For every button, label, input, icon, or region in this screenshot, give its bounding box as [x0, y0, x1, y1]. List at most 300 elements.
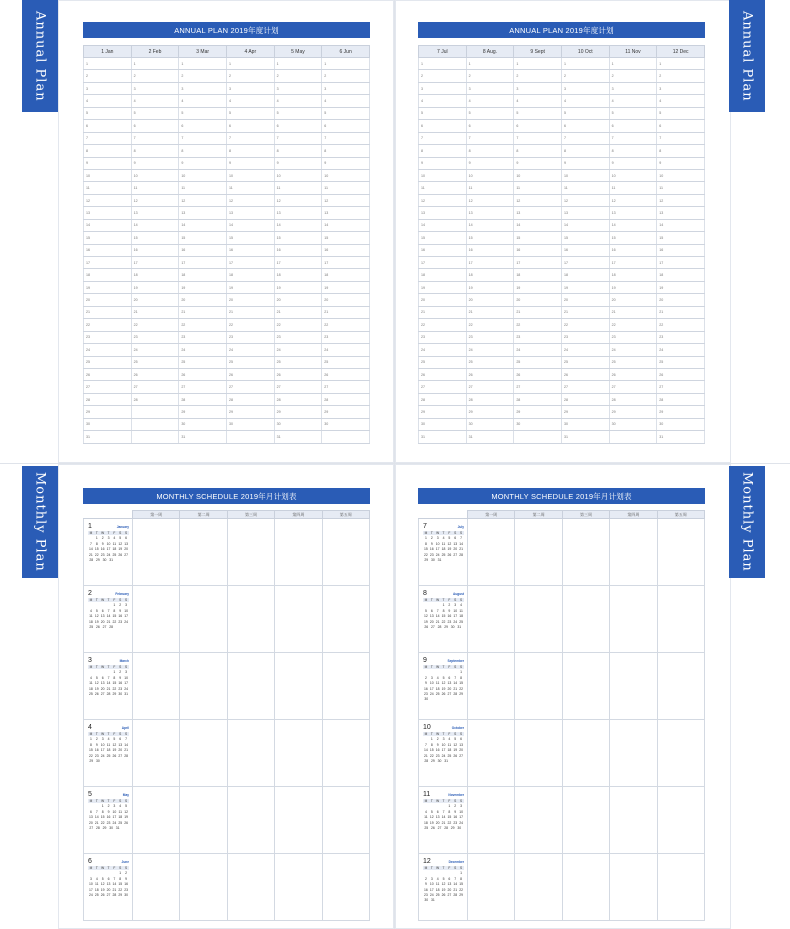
day-cell[interactable]: 14 [322, 219, 370, 231]
day-cell[interactable]: 7 [657, 132, 705, 144]
day-cell[interactable]: 29 [226, 406, 274, 418]
day-cell[interactable]: 27 [322, 381, 370, 393]
day-cell[interactable]: 29 [322, 406, 370, 418]
day-cell[interactable]: 4 [322, 95, 370, 107]
day-cell[interactable]: 31 [274, 431, 322, 443]
day-cell[interactable]: 24 [179, 344, 227, 356]
week-note-cell[interactable] [468, 854, 515, 921]
day-cell[interactable]: 14 [514, 219, 562, 231]
day-cell[interactable]: 15 [179, 232, 227, 244]
day-cell[interactable]: 6 [419, 120, 467, 132]
day-cell[interactable] [131, 431, 179, 443]
day-cell[interactable]: 5 [466, 107, 514, 119]
day-cell[interactable]: 11 [274, 182, 322, 194]
day-cell[interactable]: 20 [609, 294, 657, 306]
day-cell[interactable]: 9 [514, 157, 562, 169]
week-note-cell[interactable] [562, 720, 609, 787]
day-cell[interactable]: 2 [226, 70, 274, 82]
day-cell[interactable]: 6 [609, 120, 657, 132]
day-cell[interactable]: 12 [609, 194, 657, 206]
day-cell[interactable]: 21 [514, 306, 562, 318]
day-cell[interactable]: 25 [561, 356, 609, 368]
day-cell[interactable]: 23 [322, 331, 370, 343]
day-cell[interactable]: 23 [84, 331, 132, 343]
week-note-cell[interactable] [322, 519, 369, 586]
day-cell[interactable]: 27 [84, 381, 132, 393]
day-cell[interactable]: 19 [419, 281, 467, 293]
day-cell[interactable]: 28 [466, 393, 514, 405]
week-note-cell[interactable] [562, 653, 609, 720]
day-cell[interactable]: 11 [226, 182, 274, 194]
week-note-cell[interactable] [468, 519, 515, 586]
day-cell[interactable]: 28 [179, 393, 227, 405]
annual-plan-tab-left[interactable] [22, 0, 58, 112]
day-cell[interactable]: 8 [657, 145, 705, 157]
day-cell[interactable]: 17 [514, 257, 562, 269]
day-cell[interactable]: 13 [179, 207, 227, 219]
day-cell[interactable]: 19 [657, 281, 705, 293]
day-cell[interactable]: 16 [131, 244, 179, 256]
week-note-cell[interactable] [275, 519, 322, 586]
day-cell[interactable]: 22 [179, 319, 227, 331]
day-cell[interactable]: 29 [274, 406, 322, 418]
day-cell[interactable]: 23 [657, 331, 705, 343]
week-note-cell[interactable] [515, 519, 562, 586]
day-cell[interactable]: 10 [561, 169, 609, 181]
day-cell[interactable]: 10 [657, 169, 705, 181]
day-cell[interactable]: 29 [609, 406, 657, 418]
day-cell[interactable]: 27 [179, 381, 227, 393]
day-cell[interactable]: 20 [179, 294, 227, 306]
day-cell[interactable]: 3 [274, 82, 322, 94]
day-cell[interactable]: 21 [131, 306, 179, 318]
day-cell[interactable]: 10 [84, 169, 132, 181]
week-note-cell[interactable] [515, 586, 562, 653]
week-note-cell[interactable] [180, 720, 227, 787]
day-cell[interactable]: 16 [274, 244, 322, 256]
day-cell[interactable]: 27 [466, 381, 514, 393]
day-cell[interactable]: 15 [466, 232, 514, 244]
day-cell[interactable]: 8 [609, 145, 657, 157]
day-cell[interactable]: 4 [561, 95, 609, 107]
day-cell[interactable]: 7 [609, 132, 657, 144]
day-cell[interactable]: 28 [657, 393, 705, 405]
week-note-cell[interactable] [322, 653, 369, 720]
day-cell[interactable]: 23 [179, 331, 227, 343]
day-cell[interactable]: 12 [466, 194, 514, 206]
day-cell[interactable]: 11 [322, 182, 370, 194]
day-cell[interactable]: 15 [274, 232, 322, 244]
week-note-cell[interactable] [562, 787, 609, 854]
day-cell[interactable]: 3 [609, 82, 657, 94]
day-cell[interactable]: 14 [226, 219, 274, 231]
week-note-cell[interactable] [227, 519, 274, 586]
day-cell[interactable]: 8 [322, 145, 370, 157]
day-cell[interactable]: 16 [466, 244, 514, 256]
day-cell[interactable]: 21 [226, 306, 274, 318]
day-cell[interactable]: 14 [419, 219, 467, 231]
day-cell[interactable]: 17 [657, 257, 705, 269]
day-cell[interactable]: 25 [179, 356, 227, 368]
day-cell[interactable] [514, 431, 562, 443]
week-note-cell[interactable] [133, 653, 180, 720]
week-note-cell[interactable] [515, 787, 562, 854]
day-cell[interactable]: 19 [131, 281, 179, 293]
day-cell[interactable]: 10 [609, 169, 657, 181]
day-cell[interactable]: 5 [657, 107, 705, 119]
day-cell[interactable]: 31 [84, 431, 132, 443]
day-cell[interactable]: 2 [609, 70, 657, 82]
day-cell[interactable]: 16 [609, 244, 657, 256]
day-cell[interactable]: 16 [657, 244, 705, 256]
day-cell[interactable]: 13 [466, 207, 514, 219]
day-cell[interactable]: 22 [609, 319, 657, 331]
day-cell[interactable]: 4 [466, 95, 514, 107]
day-cell[interactable]: 22 [131, 319, 179, 331]
week-note-cell[interactable] [468, 653, 515, 720]
day-cell[interactable]: 25 [419, 356, 467, 368]
day-cell[interactable]: 17 [131, 257, 179, 269]
day-cell[interactable]: 14 [657, 219, 705, 231]
day-cell[interactable]: 20 [84, 294, 132, 306]
day-cell[interactable]: 24 [274, 344, 322, 356]
day-cell[interactable]: 20 [561, 294, 609, 306]
day-cell[interactable]: 9 [274, 157, 322, 169]
day-cell[interactable]: 11 [561, 182, 609, 194]
day-cell[interactable]: 5 [561, 107, 609, 119]
day-cell[interactable]: 24 [609, 344, 657, 356]
day-cell[interactable]: 6 [84, 120, 132, 132]
week-note-cell[interactable] [322, 854, 369, 921]
day-cell[interactable]: 9 [131, 157, 179, 169]
day-cell[interactable]: 7 [226, 132, 274, 144]
day-cell[interactable]: 12 [657, 194, 705, 206]
day-cell[interactable]: 21 [179, 306, 227, 318]
day-cell[interactable] [609, 431, 657, 443]
day-cell[interactable]: 22 [322, 319, 370, 331]
day-cell[interactable]: 6 [514, 120, 562, 132]
day-cell[interactable]: 6 [657, 120, 705, 132]
day-cell[interactable]: 13 [226, 207, 274, 219]
day-cell[interactable]: 14 [274, 219, 322, 231]
day-cell[interactable]: 5 [179, 107, 227, 119]
day-cell[interactable]: 19 [226, 281, 274, 293]
day-cell[interactable]: 19 [179, 281, 227, 293]
week-note-cell[interactable] [133, 720, 180, 787]
day-cell[interactable]: 13 [322, 207, 370, 219]
day-cell[interactable]: 28 [274, 393, 322, 405]
day-cell[interactable]: 8 [226, 145, 274, 157]
week-note-cell[interactable] [275, 653, 322, 720]
day-cell[interactable]: 13 [609, 207, 657, 219]
day-cell[interactable]: 30 [274, 418, 322, 430]
day-cell[interactable]: 25 [514, 356, 562, 368]
week-note-cell[interactable] [657, 519, 704, 586]
day-cell[interactable]: 11 [131, 182, 179, 194]
day-cell[interactable]: 20 [466, 294, 514, 306]
day-cell[interactable]: 17 [561, 257, 609, 269]
day-cell[interactable]: 14 [84, 219, 132, 231]
day-cell[interactable]: 31 [561, 431, 609, 443]
day-cell[interactable]: 21 [419, 306, 467, 318]
day-cell[interactable]: 8 [274, 145, 322, 157]
day-cell[interactable]: 25 [466, 356, 514, 368]
day-cell[interactable]: 24 [514, 344, 562, 356]
day-cell[interactable]: 8 [514, 145, 562, 157]
day-cell[interactable]: 24 [657, 344, 705, 356]
day-cell[interactable]: 2 [561, 70, 609, 82]
day-cell[interactable]: 29 [419, 406, 467, 418]
day-cell[interactable]: 22 [226, 319, 274, 331]
day-cell[interactable]: 3 [514, 82, 562, 94]
day-cell[interactable]: 15 [226, 232, 274, 244]
day-cell[interactable]: 18 [514, 269, 562, 281]
day-cell[interactable]: 20 [514, 294, 562, 306]
day-cell[interactable]: 15 [322, 232, 370, 244]
day-cell[interactable]: 28 [514, 393, 562, 405]
day-cell[interactable]: 19 [561, 281, 609, 293]
day-cell[interactable]: 22 [274, 319, 322, 331]
day-cell[interactable]: 13 [419, 207, 467, 219]
day-cell[interactable]: 6 [274, 120, 322, 132]
day-cell[interactable]: 23 [561, 331, 609, 343]
day-cell[interactable]: 22 [657, 319, 705, 331]
day-cell[interactable]: 23 [514, 331, 562, 343]
day-cell[interactable]: 17 [84, 257, 132, 269]
day-cell[interactable]: 8 [419, 145, 467, 157]
day-cell[interactable]: 26 [322, 368, 370, 380]
day-cell[interactable]: 5 [274, 107, 322, 119]
week-note-cell[interactable] [562, 854, 609, 921]
day-cell[interactable]: 15 [514, 232, 562, 244]
week-note-cell[interactable] [180, 653, 227, 720]
day-cell[interactable]: 1 [131, 58, 179, 70]
week-note-cell[interactable] [610, 586, 657, 653]
week-note-cell[interactable] [610, 720, 657, 787]
day-cell[interactable]: 26 [226, 368, 274, 380]
day-cell[interactable]: 26 [131, 368, 179, 380]
day-cell[interactable]: 7 [131, 132, 179, 144]
day-cell[interactable]: 26 [419, 368, 467, 380]
week-note-cell[interactable] [468, 787, 515, 854]
day-cell[interactable]: 26 [561, 368, 609, 380]
day-cell[interactable]: 21 [609, 306, 657, 318]
week-note-cell[interactable] [515, 720, 562, 787]
day-cell[interactable] [226, 431, 274, 443]
day-cell[interactable]: 14 [561, 219, 609, 231]
day-cell[interactable]: 16 [514, 244, 562, 256]
week-note-cell[interactable] [610, 854, 657, 921]
day-cell[interactable]: 30 [561, 418, 609, 430]
day-cell[interactable]: 23 [226, 331, 274, 343]
week-note-cell[interactable] [275, 720, 322, 787]
day-cell[interactable]: 21 [657, 306, 705, 318]
day-cell[interactable]: 12 [322, 194, 370, 206]
day-cell[interactable]: 16 [322, 244, 370, 256]
day-cell[interactable]: 30 [419, 418, 467, 430]
day-cell[interactable]: 5 [226, 107, 274, 119]
week-note-cell[interactable] [657, 854, 704, 921]
day-cell[interactable]: 1 [419, 58, 467, 70]
day-cell[interactable]: 17 [419, 257, 467, 269]
day-cell[interactable]: 5 [514, 107, 562, 119]
day-cell[interactable]: 23 [609, 331, 657, 343]
day-cell[interactable]: 25 [226, 356, 274, 368]
week-note-cell[interactable] [275, 854, 322, 921]
day-cell[interactable]: 3 [466, 82, 514, 94]
day-cell[interactable]: 17 [609, 257, 657, 269]
day-cell[interactable]: 2 [466, 70, 514, 82]
day-cell[interactable]: 5 [322, 107, 370, 119]
day-cell[interactable]: 12 [179, 194, 227, 206]
day-cell[interactable]: 26 [84, 368, 132, 380]
day-cell[interactable]: 7 [322, 132, 370, 144]
week-note-cell[interactable] [180, 787, 227, 854]
day-cell[interactable]: 12 [84, 194, 132, 206]
day-cell[interactable]: 1 [226, 58, 274, 70]
day-cell[interactable]: 2 [514, 70, 562, 82]
day-cell[interactable] [131, 418, 179, 430]
day-cell[interactable]: 27 [274, 381, 322, 393]
day-cell[interactable]: 28 [609, 393, 657, 405]
day-cell[interactable]: 31 [657, 431, 705, 443]
day-cell[interactable]: 1 [609, 58, 657, 70]
day-cell[interactable]: 19 [514, 281, 562, 293]
week-note-cell[interactable] [468, 586, 515, 653]
day-cell[interactable]: 20 [322, 294, 370, 306]
day-cell[interactable]: 2 [419, 70, 467, 82]
day-cell[interactable]: 25 [84, 356, 132, 368]
day-cell[interactable]: 28 [131, 393, 179, 405]
day-cell[interactable]: 25 [131, 356, 179, 368]
day-cell[interactable]: 19 [609, 281, 657, 293]
day-cell[interactable]: 30 [657, 418, 705, 430]
day-cell[interactable]: 30 [466, 418, 514, 430]
day-cell[interactable]: 31 [419, 431, 467, 443]
week-note-cell[interactable] [180, 519, 227, 586]
week-note-cell[interactable] [227, 787, 274, 854]
day-cell[interactable]: 3 [84, 82, 132, 94]
day-cell[interactable]: 11 [179, 182, 227, 194]
day-cell[interactable]: 29 [466, 406, 514, 418]
day-cell[interactable]: 16 [179, 244, 227, 256]
week-note-cell[interactable] [610, 787, 657, 854]
day-cell[interactable]: 12 [226, 194, 274, 206]
day-cell[interactable]: 9 [419, 157, 467, 169]
day-cell[interactable]: 10 [419, 169, 467, 181]
day-cell[interactable]: 13 [84, 207, 132, 219]
day-cell[interactable]: 3 [561, 82, 609, 94]
day-cell[interactable]: 12 [561, 194, 609, 206]
day-cell[interactable]: 15 [561, 232, 609, 244]
day-cell[interactable] [322, 431, 370, 443]
day-cell[interactable]: 1 [274, 58, 322, 70]
day-cell[interactable]: 10 [322, 169, 370, 181]
day-cell[interactable]: 26 [514, 368, 562, 380]
day-cell[interactable]: 1 [466, 58, 514, 70]
week-note-cell[interactable] [275, 787, 322, 854]
day-cell[interactable]: 2 [274, 70, 322, 82]
day-cell[interactable]: 1 [561, 58, 609, 70]
day-cell[interactable]: 5 [84, 107, 132, 119]
day-cell[interactable]: 10 [131, 169, 179, 181]
day-cell[interactable]: 2 [84, 70, 132, 82]
day-cell[interactable]: 27 [131, 381, 179, 393]
day-cell[interactable]: 23 [466, 331, 514, 343]
day-cell[interactable]: 26 [179, 368, 227, 380]
day-cell[interactable]: 12 [514, 194, 562, 206]
day-cell[interactable]: 15 [131, 232, 179, 244]
day-cell[interactable]: 20 [274, 294, 322, 306]
day-cell[interactable]: 6 [179, 120, 227, 132]
week-note-cell[interactable] [562, 586, 609, 653]
day-cell[interactable]: 15 [419, 232, 467, 244]
week-note-cell[interactable] [133, 519, 180, 586]
week-note-cell[interactable] [322, 720, 369, 787]
week-note-cell[interactable] [515, 653, 562, 720]
day-cell[interactable]: 29 [561, 406, 609, 418]
day-cell[interactable]: 13 [274, 207, 322, 219]
day-cell[interactable]: 21 [274, 306, 322, 318]
week-note-cell[interactable] [227, 653, 274, 720]
day-cell[interactable]: 18 [657, 269, 705, 281]
day-cell[interactable]: 19 [274, 281, 322, 293]
day-cell[interactable]: 31 [466, 431, 514, 443]
day-cell[interactable]: 28 [419, 393, 467, 405]
day-cell[interactable]: 1 [322, 58, 370, 70]
day-cell[interactable]: 28 [226, 393, 274, 405]
day-cell[interactable]: 7 [466, 132, 514, 144]
day-cell[interactable]: 7 [179, 132, 227, 144]
day-cell[interactable]: 4 [274, 95, 322, 107]
day-cell[interactable]: 16 [84, 244, 132, 256]
day-cell[interactable]: 28 [322, 393, 370, 405]
day-cell[interactable]: 13 [657, 207, 705, 219]
day-cell[interactable]: 25 [274, 356, 322, 368]
day-cell[interactable]: 22 [561, 319, 609, 331]
week-note-cell[interactable] [657, 720, 704, 787]
day-cell[interactable]: 31 [179, 431, 227, 443]
day-cell[interactable]: 16 [226, 244, 274, 256]
day-cell[interactable]: 18 [561, 269, 609, 281]
day-cell[interactable]: 18 [322, 269, 370, 281]
day-cell[interactable]: 22 [419, 319, 467, 331]
day-cell[interactable]: 25 [609, 356, 657, 368]
day-cell[interactable]: 8 [561, 145, 609, 157]
day-cell[interactable]: 5 [609, 107, 657, 119]
day-cell[interactable]: 20 [131, 294, 179, 306]
day-cell[interactable]: 8 [84, 145, 132, 157]
day-cell[interactable]: 7 [514, 132, 562, 144]
day-cell[interactable]: 6 [322, 120, 370, 132]
monthly-plan-tab-right[interactable] [729, 466, 765, 578]
day-cell[interactable]: 2 [131, 70, 179, 82]
week-note-cell[interactable] [610, 519, 657, 586]
day-cell[interactable]: 30 [226, 418, 274, 430]
day-cell[interactable]: 7 [274, 132, 322, 144]
day-cell[interactable]: 30 [322, 418, 370, 430]
week-note-cell[interactable] [562, 519, 609, 586]
day-cell[interactable]: 30 [514, 418, 562, 430]
day-cell[interactable]: 21 [561, 306, 609, 318]
day-cell[interactable]: 24 [322, 344, 370, 356]
day-cell[interactable]: 3 [657, 82, 705, 94]
day-cell[interactable]: 11 [419, 182, 467, 194]
day-cell[interactable]: 12 [274, 194, 322, 206]
week-note-cell[interactable] [133, 854, 180, 921]
day-cell[interactable] [131, 406, 179, 418]
day-cell[interactable]: 11 [609, 182, 657, 194]
